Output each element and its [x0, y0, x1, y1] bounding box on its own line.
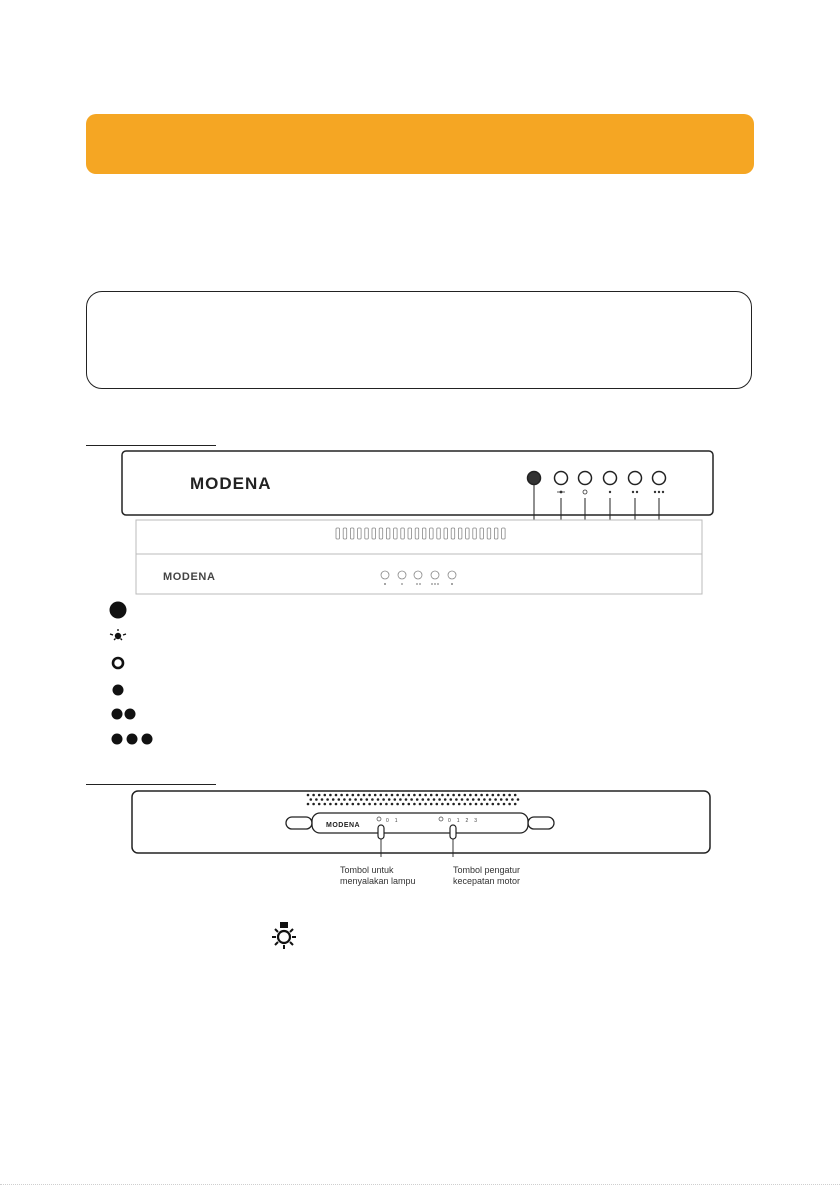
grille-dot: [419, 794, 422, 797]
lamp-slider[interactable]: [378, 825, 384, 839]
grille-dot: [408, 794, 411, 797]
grille-dot: [447, 803, 450, 806]
grille-dot: [508, 794, 511, 797]
grille-dot: [427, 798, 430, 801]
speed-3-button[interactable]: [653, 472, 666, 485]
lamp-callout: Tombol untuk menyalakan lampu: [340, 865, 416, 886]
grille-dot: [368, 803, 371, 806]
grille-dot: [458, 803, 461, 806]
grille-dot: [391, 794, 394, 797]
off-button[interactable]: [579, 472, 592, 485]
legend-speed-3: [108, 729, 168, 749]
grille-dot: [492, 794, 495, 797]
grille-dot: [329, 803, 332, 806]
grille-dot: [430, 803, 433, 806]
speed-1-button[interactable]: [604, 472, 617, 485]
grille-dot: [503, 803, 506, 806]
grille-dot: [422, 798, 425, 801]
grille-dot: [430, 794, 433, 797]
light-icon: [108, 626, 168, 646]
grille-dot: [410, 798, 413, 801]
grille-dot: [461, 798, 464, 801]
speed-2-button[interactable]: [629, 472, 642, 485]
grille-dot: [385, 803, 388, 806]
grille-dot: [464, 803, 467, 806]
grille-dot: [455, 798, 458, 801]
grille-dot: [416, 798, 419, 801]
grille-dot: [382, 798, 385, 801]
grille-dot: [318, 794, 321, 797]
grille-dot: [405, 798, 408, 801]
grille-dot: [332, 798, 335, 801]
grille-dot: [424, 803, 427, 806]
light-button[interactable]: [555, 472, 568, 485]
grille-dot: [329, 794, 332, 797]
grille-dot: [452, 794, 455, 797]
legend-power: [108, 600, 168, 620]
grille-dot: [357, 803, 360, 806]
grille-dot: [396, 794, 399, 797]
grille-dot: [483, 798, 486, 801]
grille-dot: [326, 798, 329, 801]
grille-dot: [508, 803, 511, 806]
grille-dot: [349, 798, 352, 801]
grille-dot: [497, 794, 500, 797]
brand-logo-small: MODENA: [326, 822, 361, 829]
brand-logo: MODENA: [190, 474, 272, 493]
grille-dot: [315, 798, 318, 801]
grille-dot: [346, 794, 349, 797]
grille-dot: [469, 803, 472, 806]
off-icon: [108, 653, 168, 673]
grille-dot: [307, 803, 310, 806]
section-banner: [86, 114, 754, 174]
grille-dot: [324, 794, 327, 797]
grille-dot: [408, 803, 411, 806]
grille-dot: [396, 803, 399, 806]
grille-dot: [391, 803, 394, 806]
grille-dot: [352, 803, 355, 806]
grille-dot: [511, 798, 514, 801]
grille-dot: [374, 794, 377, 797]
grille-dot: [466, 798, 469, 801]
grille-dot: [307, 794, 310, 797]
grille-dot: [514, 803, 517, 806]
speed-slider[interactable]: [450, 825, 456, 839]
speed-1-icon: [108, 680, 168, 700]
grille-dot: [503, 794, 506, 797]
grille-dot: [480, 794, 483, 797]
power-button[interactable]: [528, 472, 541, 485]
legend-speed-1: [108, 680, 168, 700]
lamp-scale: 0 1: [386, 818, 400, 824]
grille-dot: [506, 798, 509, 801]
grille-dot: [388, 798, 391, 801]
grille-dot: [402, 794, 405, 797]
grille-dot: [444, 798, 447, 801]
grille-dot: [472, 798, 475, 801]
grille-dot: [478, 798, 481, 801]
grille-dot: [514, 794, 517, 797]
grille-dot: [486, 794, 489, 797]
page-bottom-border: [0, 1184, 840, 1185]
lamp-icon: [269, 920, 299, 950]
grille-dot: [352, 794, 355, 797]
grille-dot: [436, 803, 439, 806]
grille-dot: [464, 794, 467, 797]
grille-dot: [419, 803, 422, 806]
grille-dot: [413, 794, 416, 797]
grille-dot: [469, 794, 472, 797]
grille-dot: [399, 798, 402, 801]
grille-dot: [363, 803, 366, 806]
grille-dot: [368, 794, 371, 797]
grille-dot: [402, 803, 405, 806]
grille-dot: [340, 803, 343, 806]
motor-callout: Tombol pengatur kecepatan motor: [453, 865, 521, 886]
grille-dot: [374, 803, 377, 806]
grille-dot: [366, 798, 369, 801]
grille-dot: [380, 794, 383, 797]
grille-dot: [343, 798, 346, 801]
grille-dot: [385, 794, 388, 797]
grille-dot: [441, 803, 444, 806]
grille-dot: [494, 798, 497, 801]
grille-dot: [438, 798, 441, 801]
grille-dot: [318, 803, 321, 806]
grille-dot: [436, 794, 439, 797]
grille-dot: [371, 798, 374, 801]
grille-dot: [433, 798, 436, 801]
bottom-brand-logo: MODENA: [163, 571, 216, 583]
grille-dot: [489, 798, 492, 801]
grille-dot: [441, 794, 444, 797]
speed-2-icon: [108, 704, 168, 724]
grille-dot: [492, 803, 495, 806]
grille-dot: [338, 798, 341, 801]
slim-hood-diagram: [128, 787, 714, 857]
hood-front-diagram: [118, 448, 718, 598]
grille-dot: [335, 803, 338, 806]
grille-dot: [458, 794, 461, 797]
grille-dot: [500, 798, 503, 801]
grille-dot: [424, 794, 427, 797]
left-handle: [286, 817, 312, 829]
grille-dot: [312, 803, 315, 806]
grille-dot: [475, 794, 478, 797]
legend-light: [108, 626, 168, 646]
grille-dot: [346, 803, 349, 806]
grille-dot: [486, 803, 489, 806]
grille-dot: [335, 794, 338, 797]
grille-dot: [380, 803, 383, 806]
grille-dot: [354, 798, 357, 801]
grille-dot: [324, 803, 327, 806]
speed-3-icon: [108, 729, 168, 749]
grille-dot: [447, 794, 450, 797]
grille-dot: [321, 798, 324, 801]
grille-dot: [357, 794, 360, 797]
section-rule: [86, 445, 216, 446]
speed-scale: 0 1 2 3: [448, 818, 480, 824]
right-handle: [528, 817, 554, 829]
grille-dot: [363, 794, 366, 797]
grille-dot: [452, 803, 455, 806]
grille-dot: [450, 798, 453, 801]
grille-dot: [413, 803, 416, 806]
grille-dot: [377, 798, 380, 801]
grille-dot: [497, 803, 500, 806]
section-rule: [86, 784, 216, 785]
legend-off: [108, 653, 168, 673]
grille-dot: [394, 798, 397, 801]
grille-dot: [517, 798, 520, 801]
vent-grille: [307, 794, 520, 806]
grille-dot: [360, 798, 363, 801]
grille-dot: [312, 794, 315, 797]
notice-box: [86, 291, 752, 389]
grille-dot: [310, 798, 313, 801]
grille-dot: [475, 803, 478, 806]
legend-speed-2: [108, 704, 168, 724]
grille-dot: [340, 794, 343, 797]
power-icon: [108, 600, 168, 620]
grille-dot: [480, 803, 483, 806]
